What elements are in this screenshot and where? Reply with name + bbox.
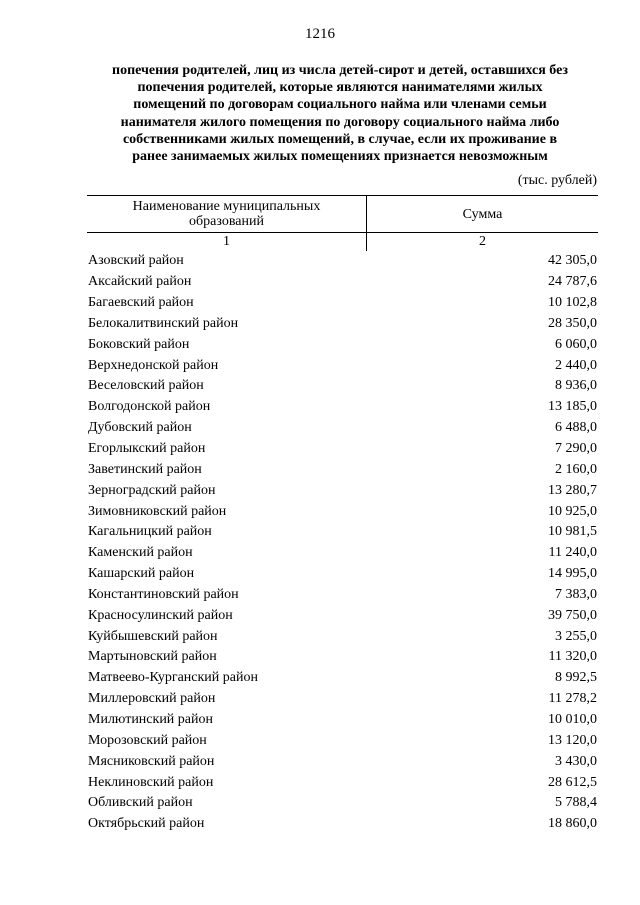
table-row [87,397,598,418]
header-name-line: образований [189,214,264,229]
amount-value: 2 160,0 [555,461,597,477]
table-row [87,272,598,293]
page-number: 1216 [305,26,335,42]
table-row [87,814,598,835]
municipality-name: Зерноградский район [88,482,216,498]
table-body [87,251,598,835]
table-row [87,334,598,355]
amount-value: 14 995,0 [548,566,597,582]
municipality-name: Боковский район [88,336,190,352]
municipality-name: Мартыновский район [88,649,217,665]
amount-value: 7 383,0 [555,586,597,602]
amount-value: 24 787,6 [548,274,597,290]
amount-value: 2 440,0 [555,357,597,373]
municipality-name: Матвеево-Курганский район [88,670,258,686]
table-row [87,772,598,793]
table-row [87,543,598,564]
amount-value: 10 102,8 [548,295,597,311]
heading-line: помещений по договорам социального найма или членами семьи [133,97,547,113]
amount-value: 11 320,0 [548,649,597,665]
header-amount: Сумма [367,196,599,233]
column-number: 2 [479,234,486,249]
amount-value: 42 305,0 [548,253,597,269]
municipality-name: Миллеровский район [88,691,216,707]
heading-line: попечения родителей, лиц из числа детей-сирот и детей, оставшихся без [112,63,568,78]
table-row [87,585,598,606]
municipality-name: Аксайский район [88,274,192,290]
table-row [87,355,598,376]
amount-value: 11 278,2 [548,691,597,707]
units-label: (тыс. рублей) [517,173,597,188]
amount-value: 18 860,0 [548,816,597,832]
amount-value: 5 788,4 [555,795,597,811]
municipality-name: Дубовский район [88,420,192,436]
table-row [87,668,598,689]
table-row [87,710,598,731]
amount-value: 8 936,0 [555,378,597,394]
amount-value: 3 255,0 [555,628,597,644]
municipality-name: Багаевский район [88,295,194,311]
amount-value: 10 925,0 [548,503,597,519]
amount-value: 13 185,0 [548,399,597,415]
municipality-name: Кашарский район [88,566,195,582]
municipality-name: Волгодонской район [88,399,211,415]
municipality-name: Красносулинский район [88,607,233,623]
municipality-name: Мясниковский район [88,753,215,769]
heading-line: попечения родителей, которые являются нанимателями жилых [137,80,543,96]
amount-value: 28 612,5 [548,774,597,790]
table-row [87,730,598,751]
budget-table [87,195,598,835]
table-row [87,626,598,647]
column-number: 1 [87,233,367,252]
table-row [87,793,598,814]
heading-line: нанимателя жилого помещения по договору социального найма либо [120,114,560,130]
heading-line: собственниками жилых помещений, в случае, если их проживание в [122,131,558,147]
amount-value: 28 350,0 [548,315,597,331]
municipality-name: Обливский район [88,795,193,811]
amount-value: 13 120,0 [548,732,597,748]
table-row [87,314,598,335]
amount-value: 11 240,0 [548,545,597,561]
amount-value: 7 290,0 [555,441,597,457]
amount-value: 10 981,5 [548,524,597,540]
table-row [87,501,598,522]
header-name [87,196,367,233]
amount-value: 39 750,0 [548,607,597,623]
municipality-name: Егорлыкский район [88,441,206,457]
municipality-name: Константиновский район [88,586,239,602]
municipality-name: Верхнедонской район [88,357,219,373]
table-row [87,751,598,772]
table-row [87,522,598,543]
amount-value: 6 060,0 [555,336,597,352]
column-number-row [87,233,598,252]
table-row [87,418,598,439]
amount-value: 3 430,0 [555,753,597,769]
municipality-name: Кагальницкий район [88,524,212,540]
amount-value: 6 488,0 [555,420,597,436]
amount-value: 8 992,5 [555,670,597,686]
municipality-name: Морозовский район [88,732,207,748]
amount-value: 13 280,7 [548,482,597,498]
table-row [87,689,598,710]
municipality-name: Октябрьский район [88,816,205,832]
municipality-name: Зимовниковский район [88,503,227,519]
table-row [87,459,598,480]
municipality-name: Веселовский район [88,378,204,394]
table-row [87,564,598,585]
municipality-name: Куйбышевский район [88,628,218,644]
municipality-name: Каменский район [88,545,193,561]
header-name-line: Наименование муниципальных [132,199,321,214]
table-row [87,293,598,314]
municipality-name: Милютинский район [88,711,214,727]
table-header-row [87,196,598,233]
municipality-name: Белокалитвинский район [88,315,239,331]
document-heading [80,62,600,165]
municipality-name: Неклиновский район [88,774,214,790]
table-row [87,376,598,397]
amount-value: 10 010,0 [548,711,597,727]
municipality-name: Заветинский район [88,461,202,477]
heading-line: ранее занимаемых жилых помещениях признается невозможным [132,149,548,165]
table-row [87,251,598,272]
table-row [87,605,598,626]
table-row [87,439,598,460]
municipality-name: Азовский район [88,253,184,269]
table-row [87,480,598,501]
table-row [87,647,598,668]
